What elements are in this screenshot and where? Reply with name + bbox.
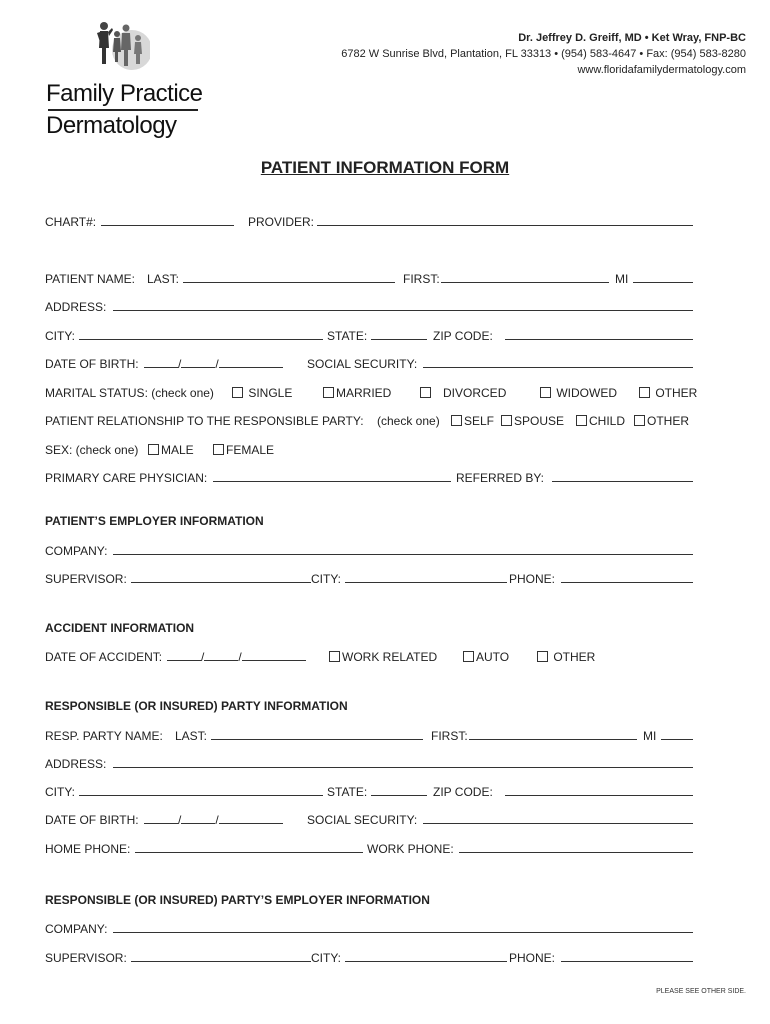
footer-note: PLEASE SEE OTHER SIDE. bbox=[656, 988, 746, 995]
resp-city-field[interactable] bbox=[79, 784, 323, 796]
first-label: FIRST: bbox=[403, 272, 440, 286]
employer-phone-field[interactable] bbox=[561, 571, 693, 583]
resp-employer-section-heading: RESPONSIBLE (OR INSURED) PARTY’S EMPLOYER INFORMATION bbox=[45, 893, 430, 907]
male-checkbox[interactable] bbox=[148, 444, 159, 455]
provider-names: Dr. Jeffrey D. Greiff, MD • Ket Wray, FNP-BC bbox=[518, 32, 746, 44]
accident-other-checkbox[interactable] bbox=[537, 651, 548, 662]
accident-day-field[interactable] bbox=[204, 649, 238, 661]
row-employer-supervisor bbox=[45, 571, 695, 587]
resp-ssn-label: SOCIAL SECURITY: bbox=[307, 813, 418, 827]
resp-address-field[interactable] bbox=[113, 756, 693, 768]
resp-state-field[interactable] bbox=[371, 784, 427, 796]
state-label: STATE: bbox=[327, 329, 368, 343]
spouse-option[interactable] bbox=[501, 413, 564, 429]
form-title: PATIENT INFORMATION FORM bbox=[260, 158, 510, 177]
row-employer-company bbox=[45, 543, 695, 559]
resp-employer-phone-field[interactable] bbox=[561, 950, 693, 962]
patient-last-field[interactable] bbox=[183, 271, 395, 283]
practice-website: www.floridafamilydermatology.com bbox=[577, 64, 746, 76]
row-resp-name bbox=[45, 728, 695, 744]
employer-company-field[interactable] bbox=[113, 543, 693, 555]
work-phone-field[interactable] bbox=[459, 841, 693, 853]
self-label: SELF bbox=[464, 414, 495, 428]
patient-mi-field[interactable] bbox=[633, 271, 693, 283]
accident-other-label: OTHER bbox=[553, 650, 596, 664]
logo-text-line2: Dermatology bbox=[46, 112, 177, 139]
employer-supervisor-field[interactable] bbox=[131, 571, 311, 583]
divorced-checkbox[interactable] bbox=[420, 387, 431, 398]
dob-day-field[interactable] bbox=[181, 356, 215, 368]
resp-zip-label: ZIP CODE: bbox=[433, 785, 493, 799]
divorced-label: DIVORCED bbox=[443, 386, 507, 400]
city-field[interactable] bbox=[79, 328, 323, 340]
dob-year-field[interactable] bbox=[219, 356, 283, 368]
responsible-section-heading: RESPONSIBLE (OR INSURED) PARTY INFORMATION bbox=[45, 699, 348, 713]
resp-dob-day-field[interactable] bbox=[181, 812, 215, 824]
row-sex bbox=[45, 442, 695, 458]
resp-first-field[interactable] bbox=[469, 728, 637, 740]
male-label: MALE bbox=[161, 443, 194, 457]
row-marital-status bbox=[45, 385, 698, 401]
resp-ssn-field[interactable] bbox=[423, 812, 693, 824]
auto-checkbox[interactable] bbox=[463, 651, 474, 662]
dob-month-field[interactable] bbox=[144, 356, 178, 368]
resp-mi-label: MI bbox=[643, 729, 657, 743]
married-option[interactable] bbox=[323, 385, 391, 401]
last-label: LAST: bbox=[147, 272, 180, 286]
chart-field[interactable] bbox=[101, 214, 234, 226]
row-address bbox=[45, 299, 695, 315]
resp-state-label: STATE: bbox=[327, 785, 368, 799]
resp-employer-supervisor-field[interactable] bbox=[131, 950, 311, 962]
row-resp-phones bbox=[45, 841, 695, 857]
resp-zip-field[interactable] bbox=[505, 784, 693, 796]
supervisor-label: SUPERVISOR: bbox=[45, 572, 127, 586]
work-phone-label: WORK PHONE: bbox=[367, 842, 454, 856]
home-phone-field[interactable] bbox=[135, 841, 363, 853]
sex-label: SEX: (check one) bbox=[45, 443, 139, 457]
ssn-field[interactable] bbox=[423, 356, 693, 368]
logo-divider bbox=[48, 109, 198, 111]
dob-label: DATE OF BIRTH: bbox=[45, 357, 139, 371]
single-option[interactable] bbox=[232, 385, 292, 401]
resp-last-field[interactable] bbox=[211, 728, 423, 740]
resp-employer-company-field[interactable] bbox=[113, 921, 693, 933]
employer-city-label: CITY: bbox=[311, 572, 342, 586]
resp-dob-year-field[interactable] bbox=[219, 812, 283, 824]
row-resp-employer-supervisor bbox=[45, 950, 695, 966]
single-checkbox[interactable] bbox=[232, 387, 243, 398]
row-relationship bbox=[45, 413, 695, 429]
row-resp-address bbox=[45, 756, 695, 772]
employer-city-field[interactable] bbox=[345, 571, 507, 583]
row-resp-dob-ssn: DATE OF BIRTH: / / SOCIAL SECURITY: bbox=[45, 812, 695, 828]
row-resp-employer-company bbox=[45, 921, 695, 937]
female-label: FEMALE bbox=[226, 443, 275, 457]
accident-year-field[interactable] bbox=[242, 649, 306, 661]
married-checkbox[interactable] bbox=[323, 387, 334, 398]
resp-supervisor-label: SUPERVISOR: bbox=[45, 951, 127, 965]
accident-other-option[interactable] bbox=[537, 649, 595, 665]
marital-other-checkbox[interactable] bbox=[639, 387, 650, 398]
relationship-other-option[interactable] bbox=[634, 413, 689, 429]
auto-label: AUTO bbox=[476, 650, 510, 664]
female-checkbox[interactable] bbox=[213, 444, 224, 455]
accident-section-heading: ACCIDENT INFORMATION bbox=[45, 621, 195, 635]
resp-last-label: LAST: bbox=[175, 729, 208, 743]
pcp-label: PRIMARY CARE PHYSICIAN: bbox=[45, 471, 208, 485]
resp-employer-city-label: CITY: bbox=[311, 951, 342, 965]
work-related-checkbox[interactable] bbox=[329, 651, 340, 662]
chart-label: CHART#: bbox=[45, 215, 97, 229]
male-option[interactable] bbox=[148, 442, 194, 458]
resp-company-label: COMPANY: bbox=[45, 922, 108, 936]
family-figures-icon bbox=[94, 20, 150, 82]
relationship-other-checkbox[interactable] bbox=[634, 415, 645, 426]
married-label: MARRIED bbox=[336, 386, 392, 400]
employer-phone-label: PHONE: bbox=[509, 572, 556, 586]
referred-field[interactable] bbox=[552, 470, 693, 482]
city-label: CITY: bbox=[45, 329, 76, 343]
resp-first-label: FIRST: bbox=[431, 729, 468, 743]
accident-month-field[interactable] bbox=[167, 649, 201, 661]
address-field[interactable] bbox=[113, 299, 693, 311]
relationship-label: PATIENT RELATIONSHIP TO THE RESPONSIBLE PARTY: bbox=[45, 414, 364, 428]
row-resp-city-state-zip bbox=[45, 784, 695, 800]
practice-address: 6782 W Sunrise Blvd, Plantation, FL 33313 • (954) 583-4647 • Fax: (954) 583-8280 bbox=[341, 48, 746, 60]
patient-first-field[interactable] bbox=[441, 271, 609, 283]
child-label: CHILD bbox=[589, 414, 626, 428]
resp-address-label: ADDRESS: bbox=[45, 757, 107, 771]
ssn-label: SOCIAL SECURITY: bbox=[307, 357, 418, 371]
work-related-option[interactable] bbox=[329, 649, 437, 665]
female-option[interactable] bbox=[213, 442, 274, 458]
child-option[interactable] bbox=[576, 413, 625, 429]
address-label: ADDRESS: bbox=[45, 300, 107, 314]
practice-logo bbox=[46, 20, 216, 140]
row-chart-provider bbox=[45, 214, 695, 230]
home-phone-label: HOME PHONE: bbox=[45, 842, 131, 856]
resp-employer-city-field[interactable] bbox=[345, 950, 507, 962]
row-pcp-referred bbox=[45, 470, 695, 486]
row-accident: DATE OF ACCIDENT: / / WORK RELATED AUTO OTHER bbox=[45, 650, 596, 664]
resp-dob-month-field[interactable] bbox=[144, 812, 178, 824]
company-label: COMPANY: bbox=[45, 544, 108, 558]
child-checkbox[interactable] bbox=[576, 415, 587, 426]
widowed-option[interactable] bbox=[540, 385, 617, 401]
date-accident-label: DATE OF ACCIDENT: bbox=[45, 650, 163, 664]
resp-dob-label: DATE OF BIRTH: bbox=[45, 813, 139, 827]
widowed-label: WIDOWED bbox=[556, 386, 617, 400]
resp-city-label: CITY: bbox=[45, 785, 76, 799]
mi-label: MI bbox=[615, 272, 629, 286]
employer-section-heading: PATIENT’S EMPLOYER INFORMATION bbox=[45, 514, 264, 528]
check-one-label: (check one) bbox=[377, 414, 440, 428]
resp-mi-field[interactable] bbox=[661, 728, 693, 740]
relationship-other-label: OTHER bbox=[647, 414, 689, 428]
logo-text-line1: Family Practice bbox=[46, 80, 203, 107]
provider-field[interactable] bbox=[317, 214, 693, 226]
referred-label: REFERRED BY: bbox=[456, 471, 545, 485]
row-dob-ssn: DATE OF BIRTH: / / SOCIAL SECURITY: bbox=[45, 356, 695, 372]
spouse-label: SPOUSE bbox=[514, 414, 565, 428]
practice-header bbox=[341, 30, 746, 78]
divorced-option[interactable] bbox=[420, 385, 506, 401]
row-city-state-zip bbox=[45, 328, 695, 344]
zip-label: ZIP CODE: bbox=[433, 329, 493, 343]
spouse-checkbox[interactable] bbox=[501, 415, 512, 426]
marital-other-option[interactable] bbox=[639, 385, 697, 401]
row-patient-name bbox=[45, 271, 695, 287]
resp-employer-phone-label: PHONE: bbox=[509, 951, 556, 965]
work-related-label: WORK RELATED bbox=[342, 650, 438, 664]
resp-name-label: RESP. PARTY NAME: bbox=[45, 729, 163, 743]
marital-label: MARITAL STATUS: (check one) bbox=[45, 386, 214, 400]
state-field[interactable] bbox=[371, 328, 427, 340]
single-label: SINGLE bbox=[248, 386, 293, 400]
zip-field[interactable] bbox=[505, 328, 693, 340]
self-option[interactable] bbox=[451, 413, 494, 429]
provider-label: PROVIDER: bbox=[248, 215, 315, 229]
marital-other-label: OTHER bbox=[655, 386, 698, 400]
auto-option[interactable] bbox=[463, 649, 509, 665]
widowed-checkbox[interactable] bbox=[540, 387, 551, 398]
patient-name-label: PATIENT NAME: bbox=[45, 272, 136, 286]
pcp-field[interactable] bbox=[213, 470, 451, 482]
self-checkbox[interactable] bbox=[451, 415, 462, 426]
